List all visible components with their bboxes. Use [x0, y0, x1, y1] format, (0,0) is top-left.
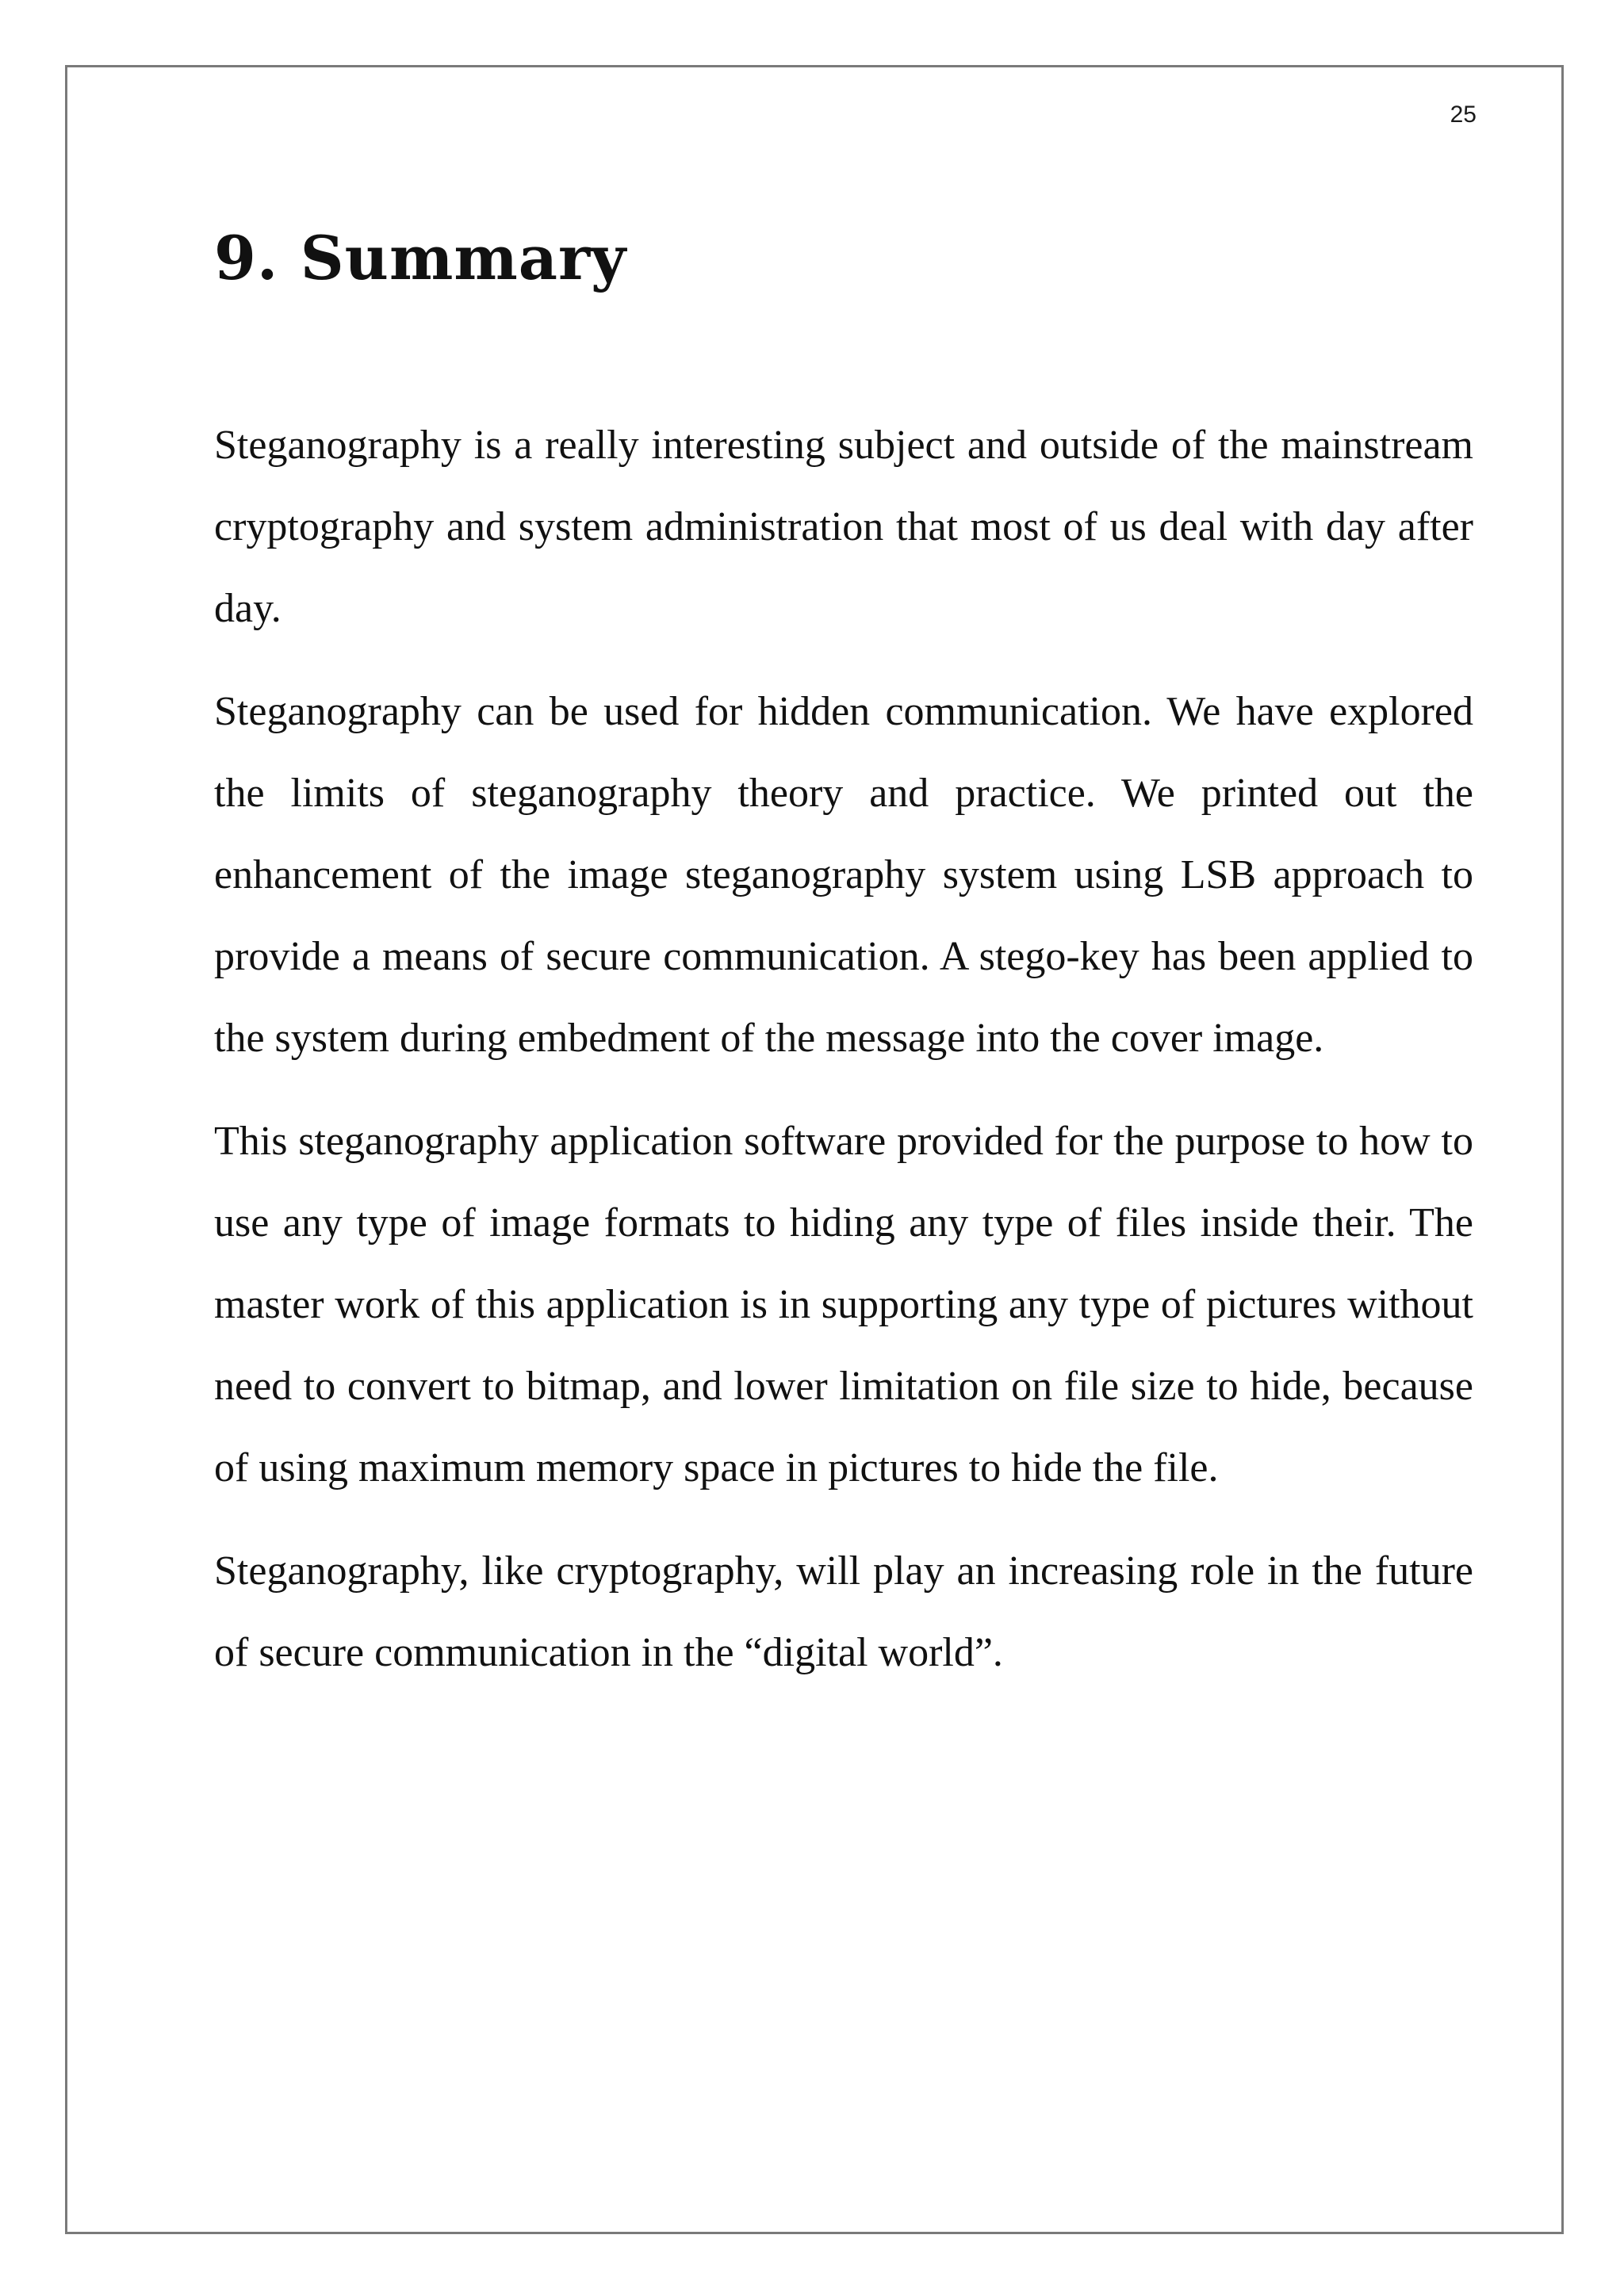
- page-number: 25: [1450, 101, 1477, 128]
- paragraph-intro: Steganography is a really interesting subject and outside of the mainstream cryptography and system administration that most of us deal with day after day.: [214, 423, 1473, 631]
- paragraph-application-software: This steganography application software provided for the purpose to how to use any type of image formats to hiding any type of files inside their. The master work of this application is in supporting any type of pictures without need to convert to bitmap, and lower limitation on file size to hide, because of using maximum memory space in pictures to hide the file.: [214, 1119, 1473, 1490]
- paragraph-hidden-communication: Steganography can be used for hidden communication. We have explored the limits of steganography theory and practice. We printed out the enhancement of the image steganography system using LSB approach to provide a means of secure communication. A stego-key has been applied to the system during embedment of the message into the cover image.: [214, 689, 1473, 1061]
- paragraph-conclusion: Steganography, like cryptography, will play an increasing role in the future of secure communication in the “digital world”.: [214, 1548, 1473, 1675]
- body-text: [214, 404, 1473, 1715]
- section-heading: 9. Summary: [214, 223, 627, 293]
